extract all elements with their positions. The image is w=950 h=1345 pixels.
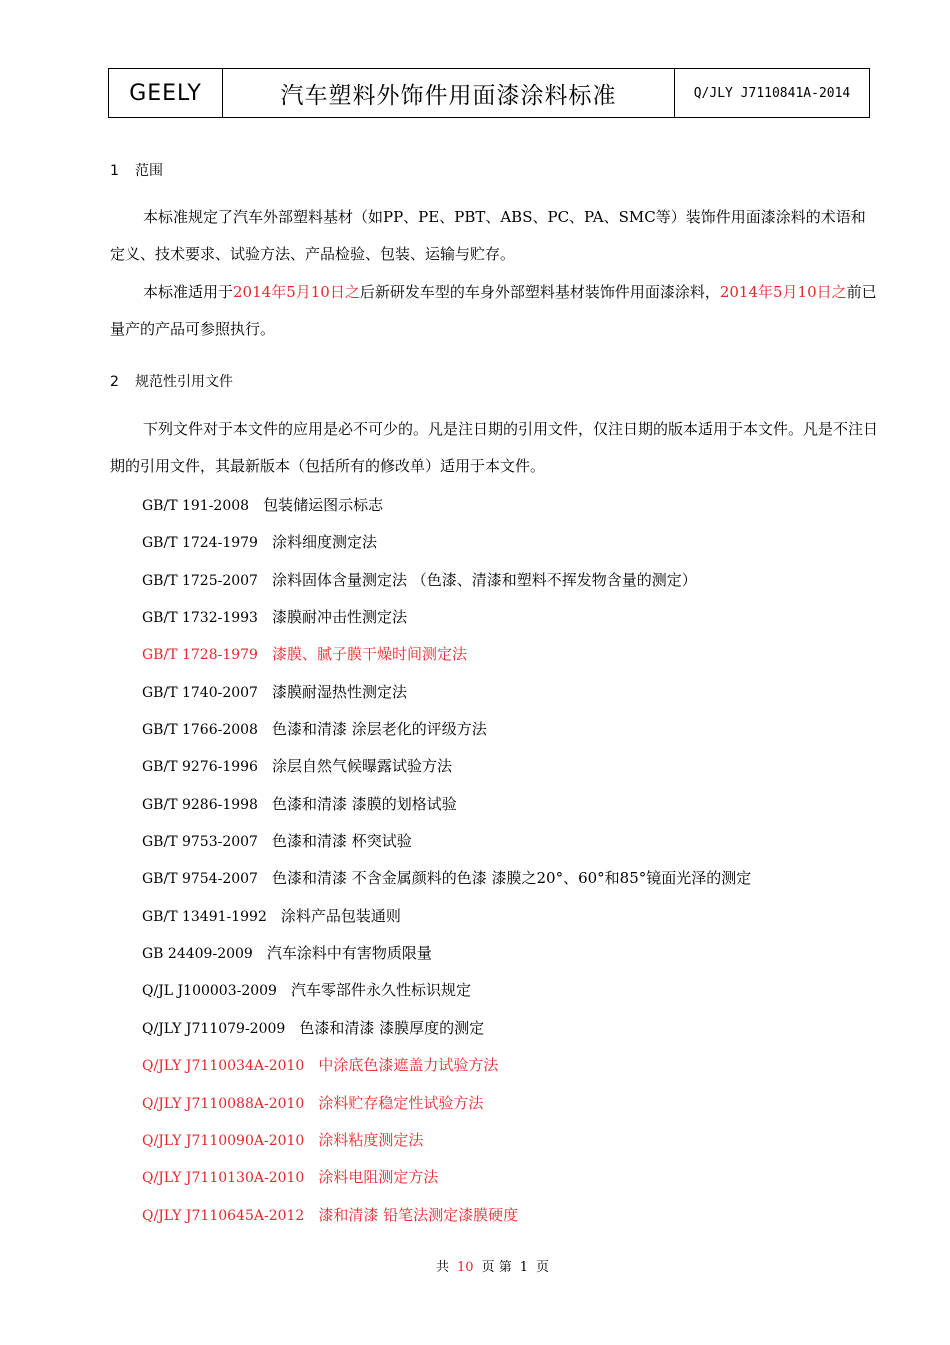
reference-item [142,935,751,972]
footer-prefix: 共 [436,1260,450,1275]
reference-code: Q/JLY J7110088A-2010 [142,1095,305,1112]
reference-code: Q/JL J100003-2009 [142,983,277,1000]
reference-title: 涂料固体含量测定法 （色漆、清漆和塑料不挥发物含量的测定） [271,570,697,589]
reference-title: 涂料贮存稳定性试验方法 [318,1093,484,1112]
section-title: 规范性引用文件 [135,374,233,390]
reference-title: 涂料电阻测定方法 [318,1168,439,1187]
normative-references-list [142,487,751,1234]
section-1-heading [110,160,163,180]
reference-code: Q/JLY J711079-2009 [142,1020,286,1037]
scope-text: 后新研发车型的车身外部塑料基材装饰件用面漆涂料， [359,283,720,301]
reference-item [142,524,751,561]
reference-item [142,1047,751,1084]
page-footer [0,1256,950,1275]
reference-code: GB 24409-2009 [142,946,253,963]
reference-item [142,748,751,785]
reference-title: 汽车零部件永久性标识规定 [290,981,471,1000]
reference-title: 漆膜、腻子膜干燥时间测定法 [271,645,467,664]
reference-item [142,860,751,897]
reference-item [142,1085,751,1122]
section-2-heading [110,371,233,391]
reference-title: 涂料粘度测定法 [318,1130,424,1149]
reference-code: GB/T 1724-1979 [142,535,258,552]
total-pages: 10 [457,1260,474,1275]
reference-item [142,823,751,860]
reference-title: 涂层自然气候曝露试验方法 [271,757,452,776]
reference-title: 涂料细度测定法 [271,533,377,552]
reference-title: 包装储运图示标志 [263,496,384,514]
reference-title: 色漆和清漆 漆膜的划格试验 [271,794,457,813]
reference-code: GB/T 1740-2007 [142,684,258,701]
reference-code: GB/T 1732-1993 [142,610,258,627]
reference-code: GB/T 191-2008 [142,498,250,514]
reference-code: GB/T 9754-2007 [142,871,258,888]
effective-date-highlight: 2014年5月10日之 [233,283,360,301]
reference-code: Q/JLY J7110090A-2010 [142,1132,305,1149]
reference-item [142,1122,751,1159]
reference-item [142,1010,751,1047]
reference-code: GB/T 13491-1992 [142,908,267,925]
scope-text: 前已量产的产品可参照执行。 [110,283,877,338]
scope-paragraph-2 [110,274,880,348]
reference-title: 中涂底色漆遮盖力试验方法 [318,1056,499,1075]
reference-code: Q/JLY J7110645A-2012 [142,1207,305,1224]
reference-title: 漆和清漆 铅笔法测定漆膜硬度 [318,1205,519,1224]
reference-item [142,972,751,1009]
references-intro-paragraph: 下列文件对于本文件的应用是必不可少的。凡是注日期的引用文件，仅注日期的版本适用于本文件。凡是不注日期的引用文件，其最新版本（包括所有的修改单）适用于本文件。 [110,420,879,475]
reference-item [142,674,751,711]
reference-code: GB/T 9753-2007 [142,834,258,851]
reference-code: GB/T 1728-1979 [142,647,258,664]
reference-code: GB/T 9286-1998 [142,796,258,813]
reference-item [142,711,751,748]
document-header [108,68,870,118]
reference-code: GB/T 1766-2008 [142,722,258,739]
reference-title: 色漆和清漆 漆膜厚度的测定 [299,1018,485,1037]
reference-title: 汽车涂料中有害物质限量 [266,944,432,963]
footer-middle: 页 第 [481,1260,512,1275]
reference-code: Q/JLY J7110034A-2010 [142,1058,305,1075]
brand-logo-text: GEELY [109,69,223,117]
reference-item [142,786,751,823]
reference-code: GB/T 9276-1996 [142,759,258,776]
reference-item [142,1197,751,1234]
reference-code: GB/T 1725-2007 [142,572,258,589]
reference-title: 色漆和清漆 涂层老化的评级方法 [271,720,487,739]
reference-item [142,898,751,935]
standard-code: Q/JLY J7110841A-2014 [693,85,851,101]
reference-title: 色漆和清漆 不含金属颜料的色漆 漆膜之20°、60°和85°镜面光泽的测定 [271,869,752,888]
reference-item [142,636,751,673]
section-number: 1 [110,163,119,179]
reference-title: 涂料产品包装通则 [280,906,401,925]
section-number: 2 [110,374,119,390]
reference-title: 漆膜耐冲击性测定法 [271,608,407,627]
reference-item [142,1159,751,1196]
scope-text: 本标准适用于 [143,283,234,301]
reference-code: Q/JLY J7110130A-2010 [142,1170,305,1187]
reference-item [142,562,751,599]
section-title: 范围 [135,163,163,179]
reference-title: 漆膜耐湿热性测定法 [271,682,407,701]
document-title: 汽车塑料外饰件用面漆涂料标准 [223,69,675,117]
effective-date-highlight: 2014年5月10日之 [719,283,847,301]
scope-paragraph-1: 本标准规定了汽车外部塑料基材（如PP、PE、PBT、ABS、PC、PA、SMC等）装饰件用面漆涂料的术语和定义、技术要求、试验方法、产品检验、包装、运输与贮存。 [110,208,866,263]
reference-item [142,487,751,524]
current-page: 1 [519,1260,528,1275]
reference-item [142,599,751,636]
reference-title: 色漆和清漆 杯突试验 [271,832,412,851]
footer-suffix: 页 [535,1260,549,1275]
